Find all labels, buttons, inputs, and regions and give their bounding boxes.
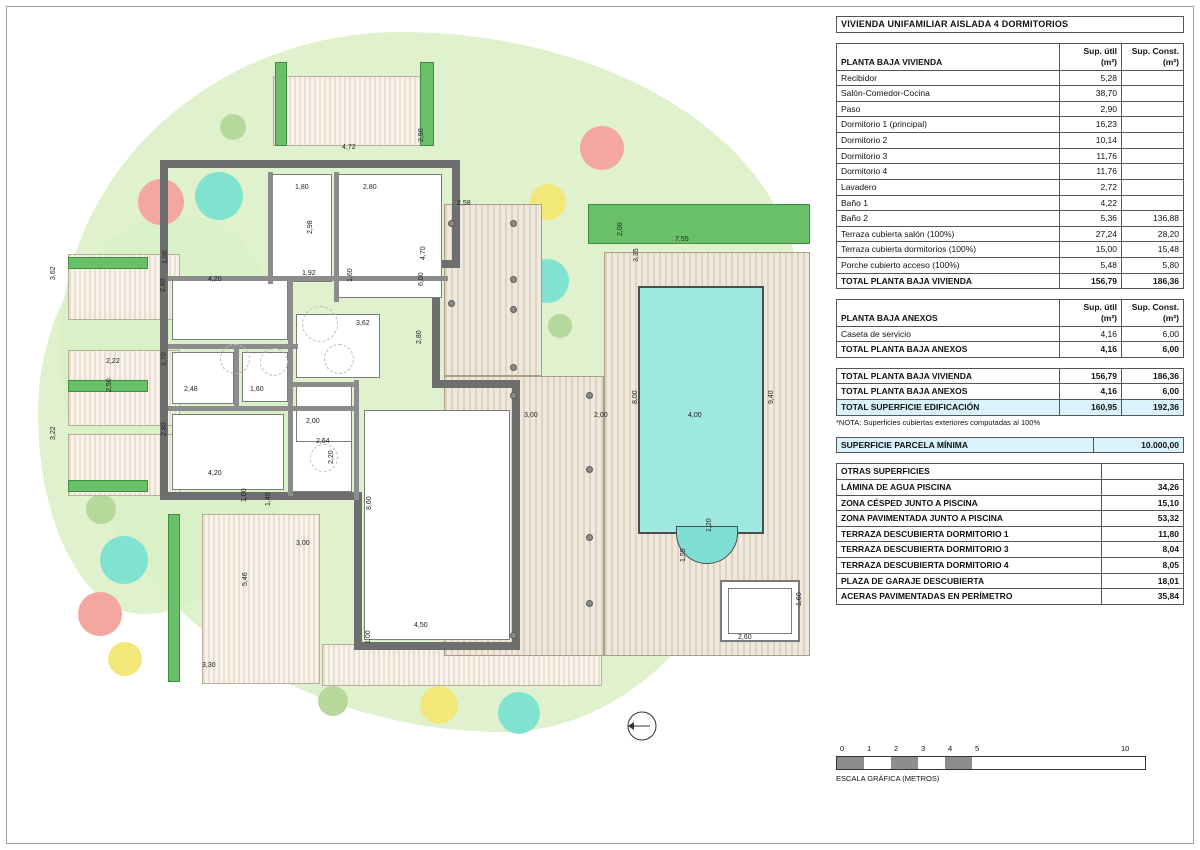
section-header-row <box>837 464 1184 480</box>
surface-tables-panel <box>836 16 1184 605</box>
col-header-const-text: Sup. Const. <box>1131 302 1179 313</box>
col-header-util-unit: (m²) <box>1100 312 1117 323</box>
row-name: PLAZA DE GARAJE DESCUBIERTA <box>837 573 1102 589</box>
dim-label: 1,20 <box>706 518 713 532</box>
graphic-scale <box>836 744 1146 783</box>
row-name: Lavadero <box>837 179 1060 195</box>
table-row <box>837 211 1184 227</box>
table-row <box>837 242 1184 258</box>
row-util: 15,00 <box>1060 242 1122 258</box>
house-wall-salon-east <box>512 380 520 650</box>
row-const <box>1122 179 1184 195</box>
dim-label: 4,50 <box>414 622 428 629</box>
row-const: 28,20 <box>1122 226 1184 242</box>
dim-label: 1,92 <box>302 270 316 277</box>
dim-label: 1,00 <box>241 488 248 502</box>
door-swing-icon <box>220 344 250 374</box>
table-otras-superficies <box>836 463 1184 605</box>
row-value: 8,05 <box>1102 558 1184 574</box>
dim-label: 1,60 <box>796 592 803 606</box>
row-const: 6,00 <box>1122 384 1184 400</box>
row-name: Dormitorio 1 (principal) <box>837 117 1060 133</box>
dim-label: 4,72 <box>342 144 356 151</box>
row-util: 4,22 <box>1060 195 1122 211</box>
dim-label: 2,58 <box>457 200 471 207</box>
dim-label: 1,80 <box>295 184 309 191</box>
column-marker <box>448 220 455 227</box>
room-dormitorio-3 <box>172 414 284 490</box>
dim-label: 2,98 <box>307 220 314 234</box>
table-planta-baja-anexos <box>836 299 1184 358</box>
table-planta-baja-vivienda <box>836 43 1184 289</box>
table-row <box>837 133 1184 149</box>
total-name: TOTAL PLANTA BAJA ANEXOS <box>837 342 1060 358</box>
interior-wall-2 <box>334 172 339 302</box>
paved-strip-north <box>273 76 433 146</box>
row-name: ZONA CÉSPED JUNTO A PISCINA <box>837 495 1102 511</box>
row-util: 10,14 <box>1060 133 1122 149</box>
door-swing-icon <box>324 344 354 374</box>
interior-wall-9 <box>288 382 358 387</box>
tree-icon <box>100 536 148 584</box>
scale-segment <box>864 757 891 769</box>
interior-wall-8 <box>354 380 359 500</box>
row-util: 5,28 <box>1060 70 1122 86</box>
column-marker <box>510 306 517 313</box>
grand-total-name: TOTAL SUPERFICIE EDIFICACIÓN <box>837 400 1060 416</box>
column-marker <box>510 276 517 283</box>
dim-label: 1,70 <box>161 352 168 366</box>
row-util: 5,36 <box>1060 211 1122 227</box>
row-value: 11,80 <box>1102 526 1184 542</box>
section-header-value-cell <box>1102 464 1184 480</box>
interior-wall-7 <box>168 406 358 411</box>
hedge-south <box>168 514 180 682</box>
row-value: 15,10 <box>1102 495 1184 511</box>
section-header-vivienda: PLANTA BAJA VIVIENDA <box>837 44 1060 70</box>
row-name: TERRAZA DESCUBIERTA DORMITORIO 3 <box>837 542 1102 558</box>
row-name: Paso <box>837 101 1060 117</box>
row-const: 136,88 <box>1122 211 1184 227</box>
tree-icon <box>580 126 624 170</box>
scale-tick: 4 <box>948 744 953 753</box>
row-name: Salón-Comedor-Cocina <box>837 86 1060 102</box>
dim-label: 2,80 <box>160 278 167 292</box>
floor-plan-drawing <box>20 14 820 834</box>
tree-icon <box>78 592 122 636</box>
scale-segment <box>837 757 864 769</box>
dim-label: 2,50 <box>418 128 425 142</box>
scale-tick: 2 <box>894 744 899 753</box>
room-bano-1 <box>172 280 288 340</box>
row-const: 15,48 <box>1122 242 1184 258</box>
row-name: Dormitorio 3 <box>837 148 1060 164</box>
column-marker <box>448 300 455 307</box>
table-row <box>837 479 1184 495</box>
column-marker <box>586 534 593 541</box>
total-name: TOTAL PLANTA BAJA VIVIENDA <box>837 273 1060 289</box>
dim-label: 5,46 <box>242 572 249 586</box>
grand-total-util: 160,95 <box>1060 400 1122 416</box>
row-name: Baño 1 <box>837 195 1060 211</box>
row-name: Dormitorio 2 <box>837 133 1060 149</box>
scale-tick: 3 <box>921 744 926 753</box>
row-value: 8,04 <box>1102 542 1184 558</box>
row-name: TERRAZA DESCUBIERTA DORMITORIO 1 <box>837 526 1102 542</box>
dim-label: 3,30 <box>202 662 216 669</box>
dim-label: 1,40 <box>265 492 272 506</box>
row-util: 4,16 <box>1060 326 1122 342</box>
table-row <box>837 258 1184 274</box>
grand-total-const: 192,36 <box>1122 400 1184 416</box>
table-row <box>837 117 1184 133</box>
col-header-const-unit: (m²) <box>1162 312 1179 323</box>
row-name: LÁMINA DE AGUA PISCINA <box>837 479 1102 495</box>
row-util: 11,76 <box>1060 148 1122 164</box>
col-header-util-anexos <box>1060 300 1122 326</box>
section-header-anexos: PLANTA BAJA ANEXOS <box>837 300 1060 326</box>
total-const: 6,00 <box>1122 342 1184 358</box>
table-row <box>837 101 1184 117</box>
row-name: Terraza cubierta dormitorios (100%) <box>837 242 1060 258</box>
dim-label: 1,00 <box>162 250 169 264</box>
scale-tick: 1 <box>867 744 872 753</box>
parcela-value: 10.000,00 <box>1094 437 1184 453</box>
table-row <box>837 326 1184 342</box>
tree-icon <box>498 692 540 734</box>
dim-label: 9,40 <box>768 390 775 404</box>
tree-icon <box>195 172 243 220</box>
column-marker <box>510 392 517 399</box>
column-marker <box>510 220 517 227</box>
col-header-util <box>1060 44 1122 70</box>
column-marker <box>510 632 517 639</box>
table-row <box>837 437 1184 453</box>
table-row <box>837 495 1184 511</box>
dim-label: 2,64 <box>316 438 330 445</box>
col-header-const-anexos <box>1122 300 1184 326</box>
room-salon-comedor-cocina <box>364 410 510 640</box>
table-row <box>837 164 1184 180</box>
scale-tick: 0 <box>840 744 845 753</box>
table-row <box>837 526 1184 542</box>
dim-label: 2,20 <box>328 450 335 464</box>
house-wall-east-upper <box>452 160 460 260</box>
dim-label: 1,60 <box>250 386 264 393</box>
table-row <box>837 542 1184 558</box>
dim-label: 2,22 <box>106 358 120 365</box>
table-row <box>837 573 1184 589</box>
row-const <box>1122 195 1184 211</box>
total-util: 4,16 <box>1060 342 1122 358</box>
row-name: Recibidor <box>837 70 1060 86</box>
col-header-const-unit: (m²) <box>1162 56 1179 67</box>
row-value: 18,01 <box>1102 573 1184 589</box>
dim-label: 3,22 <box>50 426 57 440</box>
dim-label: 2,00 <box>306 418 320 425</box>
column-marker <box>586 392 593 399</box>
row-util: 2,90 <box>1060 101 1122 117</box>
table-row <box>837 226 1184 242</box>
dim-label: 3,62 <box>356 320 370 327</box>
dim-label: 4,20 <box>208 470 222 477</box>
row-const <box>1122 86 1184 102</box>
page-title: VIVIENDA UNIFAMILIAR AISLADA 4 DORMITORIOS <box>837 17 1184 33</box>
row-util: 38,70 <box>1060 86 1122 102</box>
scale-tick: 10 <box>1121 744 1130 753</box>
col-header-const <box>1122 44 1184 70</box>
row-const <box>1122 101 1184 117</box>
table-parcela-minima <box>836 437 1184 454</box>
dim-label: 3,00 <box>296 540 310 547</box>
dim-label: 1,55 <box>680 548 687 562</box>
row-name: Dormitorio 4 <box>837 164 1060 180</box>
column-marker <box>510 364 517 371</box>
dim-label: 2,80 <box>416 330 423 344</box>
table-row <box>837 384 1184 400</box>
hedge-west-1 <box>68 257 148 269</box>
scale-bar-graphic <box>836 756 1146 770</box>
scale-segment <box>972 757 1145 769</box>
row-util: 27,24 <box>1060 226 1122 242</box>
hedge-west-3 <box>68 480 148 492</box>
house-wall-west <box>160 160 168 500</box>
door-swing-icon <box>260 348 288 376</box>
row-const: 186,36 <box>1122 368 1184 384</box>
table-totales <box>836 368 1184 416</box>
scale-segment <box>918 757 945 769</box>
row-name: Caseta de servicio <box>837 326 1060 342</box>
row-name: Baño 2 <box>837 211 1060 227</box>
dim-label: 2,00 <box>594 412 608 419</box>
house-wall-mid-south <box>282 492 362 500</box>
row-const <box>1122 148 1184 164</box>
row-const <box>1122 133 1184 149</box>
table-row <box>837 589 1184 605</box>
row-util: 5,48 <box>1060 258 1122 274</box>
row-name: ZONA PAVIMENTADA JUNTO A PISCINA <box>837 511 1102 527</box>
dim-label: 1,00 <box>365 630 372 644</box>
dim-label: 7,55 <box>675 236 689 243</box>
caseta-servicio-inner <box>728 588 792 634</box>
scale-caption: ESCALA GRÁFICA (METROS) <box>836 774 940 783</box>
table-grand-total-row <box>837 400 1184 416</box>
row-const <box>1122 117 1184 133</box>
col-header-util-unit: (m²) <box>1100 56 1117 67</box>
row-const <box>1122 70 1184 86</box>
row-name: TOTAL PLANTA BAJA VIVIENDA <box>837 368 1060 384</box>
row-name: Porche cubierto acceso (100%) <box>837 258 1060 274</box>
scale-segment <box>891 757 918 769</box>
row-const: 5,80 <box>1122 258 1184 274</box>
table-row <box>837 179 1184 195</box>
row-name: TERRAZA DESCUBIERTA DORMITORIO 4 <box>837 558 1102 574</box>
section-header-otras: OTRAS SUPERFICIES <box>837 464 1102 480</box>
north-arrow-icon <box>620 704 664 748</box>
dim-label: 1,60 <box>347 268 354 282</box>
table-row <box>837 86 1184 102</box>
column-marker <box>586 600 593 607</box>
col-header-util-text: Sup. útil <box>1083 302 1117 313</box>
col-header-const-text: Sup. Const. <box>1131 46 1179 57</box>
total-const: 186,36 <box>1122 273 1184 289</box>
row-value: 35,84 <box>1102 589 1184 605</box>
dim-label: 6,00 <box>418 272 425 286</box>
table-row <box>837 195 1184 211</box>
tree-icon <box>108 642 142 676</box>
dim-label: 8,00 <box>632 390 639 404</box>
row-name: TOTAL PLANTA BAJA ANEXOS <box>837 384 1060 400</box>
dim-label: 4,70 <box>420 246 427 260</box>
row-util: 156,79 <box>1060 368 1122 384</box>
column-marker <box>586 466 593 473</box>
house-wall-salon-west <box>354 500 362 650</box>
tree-icon <box>318 686 348 716</box>
surface-note: *NOTA: Superficies cubiertas exteriores computadas al 100% <box>836 417 1041 427</box>
scale-segment <box>945 757 972 769</box>
tree-icon <box>86 494 116 524</box>
dim-label: 3,62 <box>50 266 57 280</box>
dim-label: 2,48 <box>184 386 198 393</box>
table-total-row <box>837 273 1184 289</box>
table-row <box>837 558 1184 574</box>
row-util: 4,16 <box>1060 384 1122 400</box>
row-util: 11,76 <box>1060 164 1122 180</box>
table-row <box>837 511 1184 527</box>
row-name: Terraza cubierta salón (100%) <box>837 226 1060 242</box>
total-util: 156,79 <box>1060 273 1122 289</box>
house-wall-north <box>160 160 460 168</box>
tree-icon <box>220 114 246 140</box>
row-name: ACERAS PAVIMENTADAS EN PERÍMETRO <box>837 589 1102 605</box>
table-total-row <box>837 342 1184 358</box>
dim-label: 2,80 <box>161 422 168 436</box>
tree-icon <box>548 314 572 338</box>
dim-label: 8,60 <box>366 496 373 510</box>
interior-wall-1 <box>268 172 273 284</box>
dim-label: 4,20 <box>208 276 222 283</box>
dim-label: 2,50 <box>106 378 113 392</box>
table-row <box>837 148 1184 164</box>
table-row <box>837 70 1184 86</box>
row-const: 6,00 <box>1122 326 1184 342</box>
row-util: 16,23 <box>1060 117 1122 133</box>
row-util: 2,72 <box>1060 179 1122 195</box>
house-wall-salon-south <box>354 642 520 650</box>
room-recibidor <box>296 386 352 442</box>
document-title-table <box>836 16 1184 33</box>
row-const <box>1122 164 1184 180</box>
table-row <box>837 368 1184 384</box>
scale-tick: 5 <box>975 744 980 753</box>
dim-label: 2,80 <box>363 184 377 191</box>
row-value: 53,32 <box>1102 511 1184 527</box>
row-value: 34,26 <box>1102 479 1184 495</box>
house-wall-salon-north <box>432 380 520 388</box>
dim-label: 3,35 <box>633 248 640 262</box>
dim-label: 3,00 <box>524 412 538 419</box>
door-swing-icon <box>302 306 338 342</box>
swimming-pool <box>638 286 764 534</box>
scale-tick-labels <box>836 744 1146 756</box>
tree-icon <box>420 686 458 724</box>
col-header-util-text: Sup. útil <box>1083 46 1117 57</box>
hedge-north-left <box>275 62 287 146</box>
dim-label: 4,00 <box>688 412 702 419</box>
dim-label: 2,60 <box>738 634 752 641</box>
dim-label: 2,00 <box>617 222 624 236</box>
parcela-label: SUPERFICIE PARCELA MÍNIMA <box>837 437 1094 453</box>
